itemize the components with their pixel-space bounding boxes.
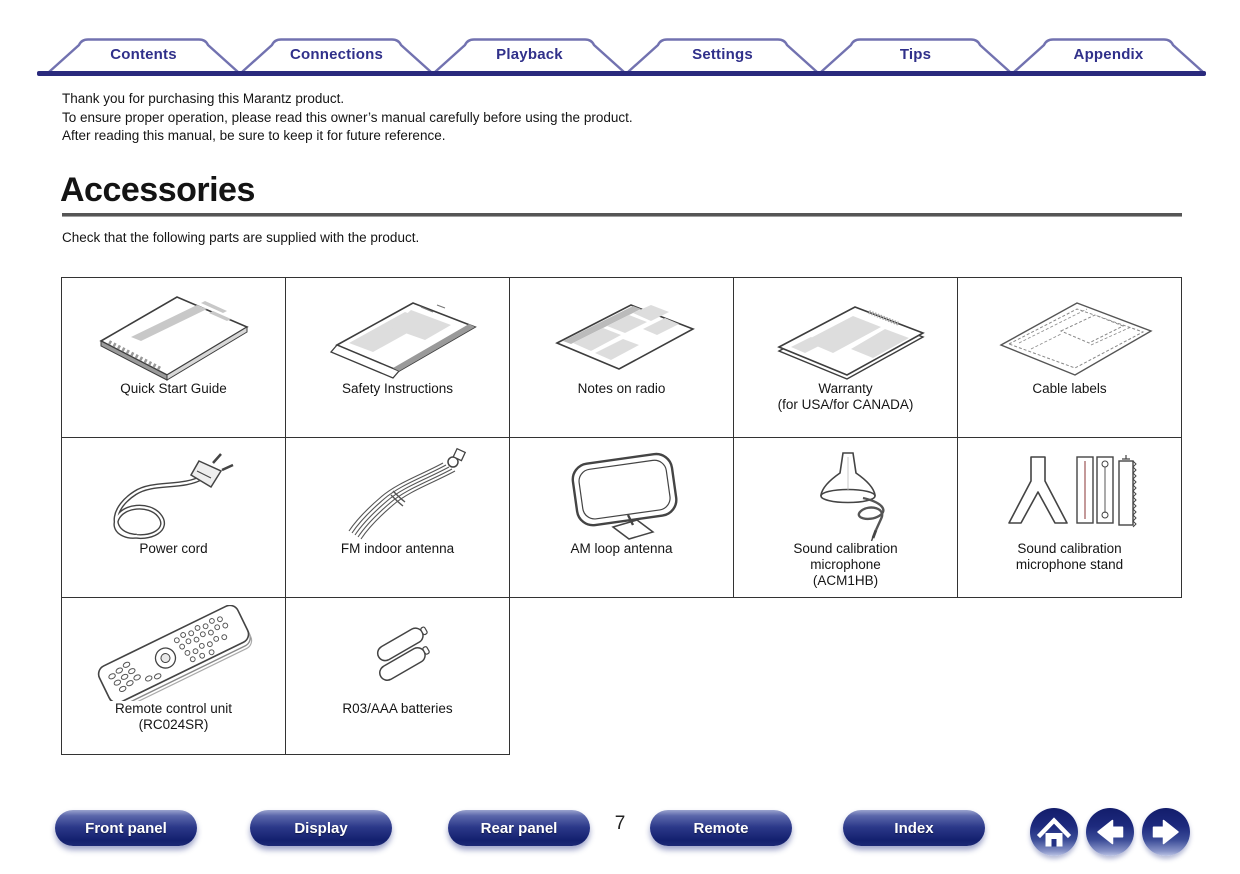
accessory-label: Quick Start Guide [120,381,227,396]
table-cell [510,278,734,438]
tab-appendix-label: Appendix [1073,46,1144,63]
tab-playback[interactable] [433,36,626,73]
accessory-label: Sound calibration microphone stand [1015,541,1124,572]
accessory-label: Cable labels [1032,381,1107,396]
table-cell [958,438,1182,598]
quick-start-guide-icon [62,285,285,381]
accessories-table [61,277,1182,755]
index-button[interactable] [843,810,985,846]
sound-calibration-microphone-stand-icon [958,445,1181,541]
intro-line-1: Thank you for purchasing this Marantz product. [62,91,345,106]
safety-instructions-icon [286,285,509,381]
tab-playback-label: Playback [496,46,563,63]
section-title-rule [62,213,1182,217]
notes-on-radio-icon [510,285,733,381]
warranty-icon [734,285,957,381]
page-number: 7 [614,813,626,834]
intro-line-3: After reading this manual, be sure to keep it for future reference. [62,128,446,143]
index-button-label: Index [894,819,934,837]
back-arrow-icon [1086,808,1134,856]
tab-settings-label: Settings [692,46,753,63]
home-icon [1030,808,1078,856]
tab-contents[interactable] [47,36,240,73]
rear-panel-button-label: Rear panel [480,819,558,837]
accessory-label: AM loop antenna [570,541,673,556]
table-cell [286,278,510,438]
accessory-label: R03/AAA batteries [342,701,453,716]
table-cell [62,438,286,598]
tab-connections-label: Connections [289,46,384,63]
table-cell [286,438,510,598]
accessory-label: Safety Instructions [341,381,454,396]
accessory-label: Power cord [139,541,208,556]
table-cell [734,438,958,598]
forward-arrow-icon [1142,808,1190,856]
table-cell [734,278,958,438]
cable-labels-icon [958,285,1181,381]
table-cell [286,598,510,755]
top-tab-bar [47,36,1205,73]
table-cell [62,278,286,438]
display-button[interactable] [250,810,392,846]
front-panel-button[interactable] [55,810,197,846]
table-cell [62,598,286,755]
batteries-icon [286,605,509,701]
accessory-label: Remote control unit (RC024SR) [114,701,233,732]
page-title: Accessories [60,171,255,209]
back-button[interactable] [1086,808,1134,856]
tab-appendix[interactable] [1012,36,1205,73]
tab-settings[interactable] [626,36,819,73]
section-lead-text: Check that the following parts are supplied with the product. [62,230,420,245]
fm-indoor-antenna-icon [286,445,509,541]
front-panel-button-label: Front panel [85,819,167,837]
remote-button[interactable] [650,810,792,846]
am-loop-antenna-icon [510,445,733,541]
display-button-label: Display [294,819,348,837]
tab-bar-underline [37,71,1206,76]
intro-line-2: To ensure proper operation, please read this owner’s manual carefully before using the product. [62,109,633,125]
accessory-label: Sound calibration microphone (ACM1HB) [793,541,898,588]
tab-connections[interactable] [240,36,433,73]
tab-tips[interactable] [819,36,1012,73]
remote-button-label: Remote [693,819,749,837]
accessory-label: FM indoor antenna [340,541,455,556]
intro-text [62,90,633,146]
sound-calibration-microphone-icon [734,445,957,541]
forward-button[interactable] [1142,808,1190,856]
home-button[interactable] [1030,808,1078,856]
tab-contents-label: Contents [110,46,177,63]
remote-control-icon [62,605,285,701]
accessory-label: Notes on radio [577,381,666,396]
tab-tips-label: Tips [899,46,932,63]
rear-panel-button[interactable] [448,810,590,846]
accessory-label: Warranty (for USA/for CANADA) [777,381,914,412]
table-cell [958,278,1182,438]
table-cell [510,438,734,598]
power-cord-icon [62,445,285,541]
